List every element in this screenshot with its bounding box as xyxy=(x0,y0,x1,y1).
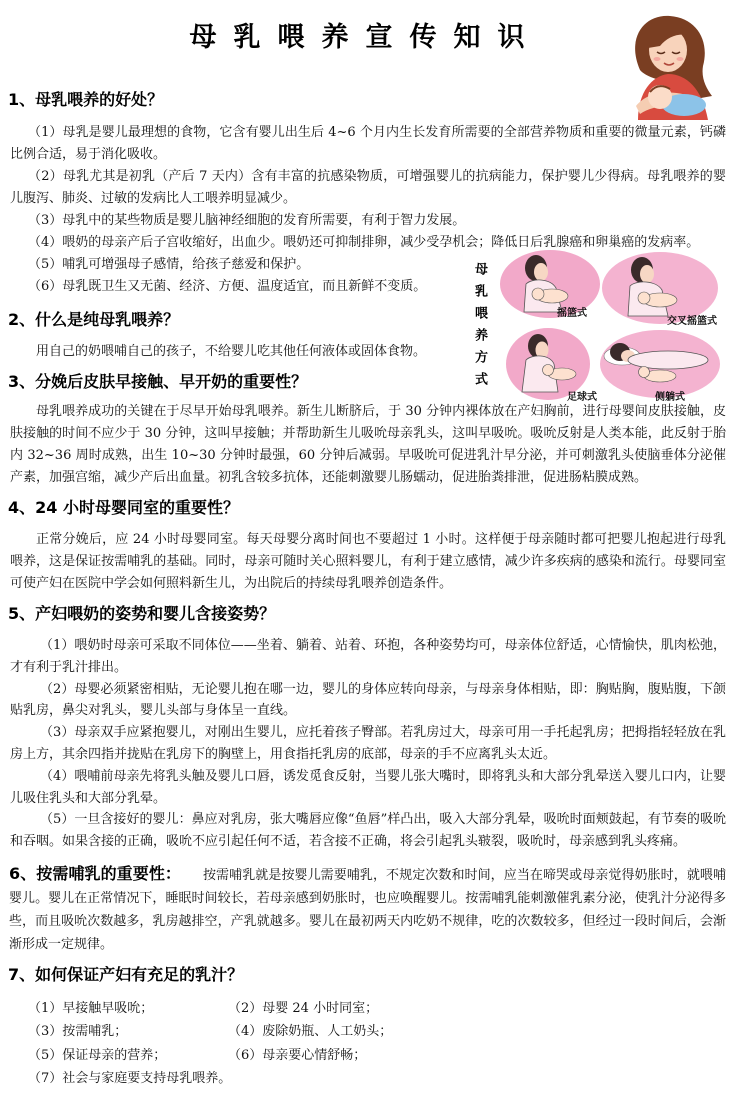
section-2-heading: 2、什么是纯母乳喂养？ xyxy=(8,310,180,329)
baby-head xyxy=(638,292,650,304)
position-panel-football xyxy=(506,328,597,403)
mother-face xyxy=(640,265,654,283)
section-1-item: （4）喂奶的母亲产后子宫收缩好，出血少。喂奶还可抑制排卵，减少受孕机会；降低日后乳腺癌和卵巢癌的发病率。 xyxy=(28,235,700,250)
mother-cheek-right xyxy=(677,57,684,61)
baby-head xyxy=(543,365,554,376)
section-5-item: （1）喂奶时母亲可采取不同体位——坐着、躺着、站着、环抱，各种姿势均可，母亲体位舒适，心情愉快，肌肉松弛，才有利于乳汁排出。 xyxy=(10,638,726,675)
position-panel-side-lying xyxy=(600,330,720,403)
section-2-text: 用自己的奶喂哺自己的孩子，不给婴儿吃其他任何液体或固体食物。 xyxy=(36,344,427,359)
list-item: （4）废除奶瓶、人工奶头； xyxy=(228,1024,393,1040)
section-4-text: 正常分娩后，应 24 小时母婴同室。每天母婴分离时间也不要超过 1 小时。这样便于母亲随时都可把婴儿抱起进行母乳喂养，这是保证按需哺乳的基础。同时，母亲可随时关心照料婴儿，有利于建立感情，减少许多疾病的感染和流行。母婴同室可使产妇在医院中学会如何照料新生儿，为出院后的持续母乳喂养创造条件。 xyxy=(10,532,726,591)
list-item: （1）早接触早吸吮； xyxy=(28,1001,154,1016)
position-label-side-lying: 侧躺式 xyxy=(655,392,685,403)
section-6-block xyxy=(9,862,726,956)
section-7-heading: 7、如何保证产妇有充足的乳汁？ xyxy=(8,965,244,984)
section-1-item: （5）哺乳可增强母子感情，给孩子慈爱和保护。 xyxy=(28,257,310,272)
list-item: （6）母亲要心情舒畅； xyxy=(228,1047,367,1063)
section-5-heading: 5、产妇喂奶的姿势和婴儿含接姿势？ xyxy=(8,604,276,623)
section-6-text: 按需哺乳就是按婴儿需要哺乳，不规定次数和时间，应当在啼哭或母亲觉得奶胀时，就喂哺婴儿。婴儿在正常情况下，睡眠时间较长，若母亲感到奶胀时，也应唤醒婴儿。按需哺乳能刺激催乳素分泌，使乳汁分泌得多些，而且吸吮次数越多，乳房越排空，产乳就越多。婴儿在最初两天内吃奶不规律，吃的次数较多，但经过一段时间后，会渐渐形成一定规律。 xyxy=(9,868,726,952)
section-3-heading: 3、分娩后皮肤早接触、早开奶的重要性？ xyxy=(8,372,308,391)
section-5-item: （2）母婴必须紧密相贴，无论婴儿抱在哪一边，婴儿的身体应转向母亲，与母亲身体相贴，即：胸贴胸，腹贴腹，下颌贴乳房，鼻尖对乳头，婴儿头部与身体呈一直线。 xyxy=(10,681,726,719)
section-6-heading: 6、按需哺乳的重要性： xyxy=(9,864,181,883)
mother-face xyxy=(534,263,548,281)
mother-cheek-left xyxy=(654,57,661,61)
section-4-heading: 4、24 小时母婴同室的重要性？ xyxy=(8,498,239,517)
page-title: 母乳喂养宣传知识 xyxy=(189,22,542,53)
position-label-cross-cradle: 交叉摇篮式 xyxy=(667,316,717,327)
list-item: （5）保证母亲的营养； xyxy=(28,1047,167,1063)
list-item: （2）母婴 24 小时同室； xyxy=(228,1001,379,1016)
mother-body xyxy=(628,351,708,369)
section-3-text: 母乳喂养成功的关键在于尽早开始母乳喂养。新生儿断脐后，于 30 分钟内裸体放在产妇胸前，进行母婴间皮肤接触，皮肤接触的时间不应少于 30 分钟，这叫早接触；并帮助新生儿吸吮母亲乳头，这叫早吸吮。吸吮反射是人类本能，此反射于胎内 32~36 周时成熟，出生 10~30 分钟时最强，60 分钟后减弱。早吸吮可促进乳汁早分泌，并可刺激乳头使脑垂体分泌催产素，加强宫缩，减少产后出血量。初乳含较多抗体，还能刺激婴儿肠蠕动，促进胎粪排泄，促进肠粘膜成熟。 xyxy=(10,404,726,485)
baby-head xyxy=(532,288,544,300)
position-panel-cross-cradle xyxy=(602,252,718,327)
section-1-item: （6）母乳既卫生又无菌、经济、方便、温度适宜，而且新鲜不变质。 xyxy=(28,279,427,294)
section-5-item: （4）喂哺前母亲先将乳头触及婴儿口唇，诱发觅食反射，当婴儿张大嘴时，即将乳头和大部分乳晕送入婴儿口内，让婴儿吸住乳头和大部分乳晕。 xyxy=(10,768,726,806)
breastfeeding-positions-figure xyxy=(492,246,724,406)
list-item: （7）社会与家庭要支持母乳喂养。 xyxy=(28,1070,232,1086)
section-1-heading: 1、母乳喂养的好处？ xyxy=(8,90,164,109)
position-label-football: 足球式 xyxy=(567,392,597,403)
section-7-list xyxy=(28,997,528,1090)
list-item: （3）按需哺乳； xyxy=(28,1024,128,1040)
mother-nursing-illustration xyxy=(610,8,724,120)
section-1-item: （3）母乳中的某些物质是婴儿脑神经细胞的发育所需要，有利于智力发展。 xyxy=(28,213,466,228)
positions-figure-title: 母乳喂养方式 xyxy=(472,262,487,394)
section-1-item: （2）母乳尤其是初乳（产后 7 天内）含有丰富的抗感染物质，可增强婴儿的抗病能力，保护婴儿少得病。母乳喂养的婴儿腹泻、肺炎、过敏的发病比人工喂养明显减少。 xyxy=(10,169,726,206)
section-5-item: （3）母亲双手应紧抱婴儿，对刚出生婴儿，应托着孩子臀部。若乳房过大，母亲可用一手托起乳房；把拇指轻轻放在乳房上方，其余四指并拢贴在乳房下的胸壁上，用食指托乳房的底部，母亲的手不应离乳头太近。 xyxy=(10,725,726,762)
section-5-body xyxy=(10,635,726,853)
baby-head xyxy=(639,367,650,378)
position-panel-cradle xyxy=(500,250,600,319)
section-5-item: （5）一旦含接好的婴儿：鼻应对乳房，张大嘴唇应像“鱼唇”样凸出，吸入大部分乳晕，吸吮时面颊鼓起，有节奏的吸吮和吞咽。如果含接的正确，吸吮不应引起任何不适，若含接不正确，将会引起乳头皲裂，吸吮时，母亲感到乳头疼痛。 xyxy=(10,812,726,850)
position-label-cradle: 摇篮式 xyxy=(557,308,587,319)
section-1-item: （1）母乳是婴儿最理想的食物，它含有婴儿出生后 4~6 个月内生长发育所需要的全部营养物质和重要的微量元素，钙磷比例合适，易于消化吸收。 xyxy=(10,125,726,162)
